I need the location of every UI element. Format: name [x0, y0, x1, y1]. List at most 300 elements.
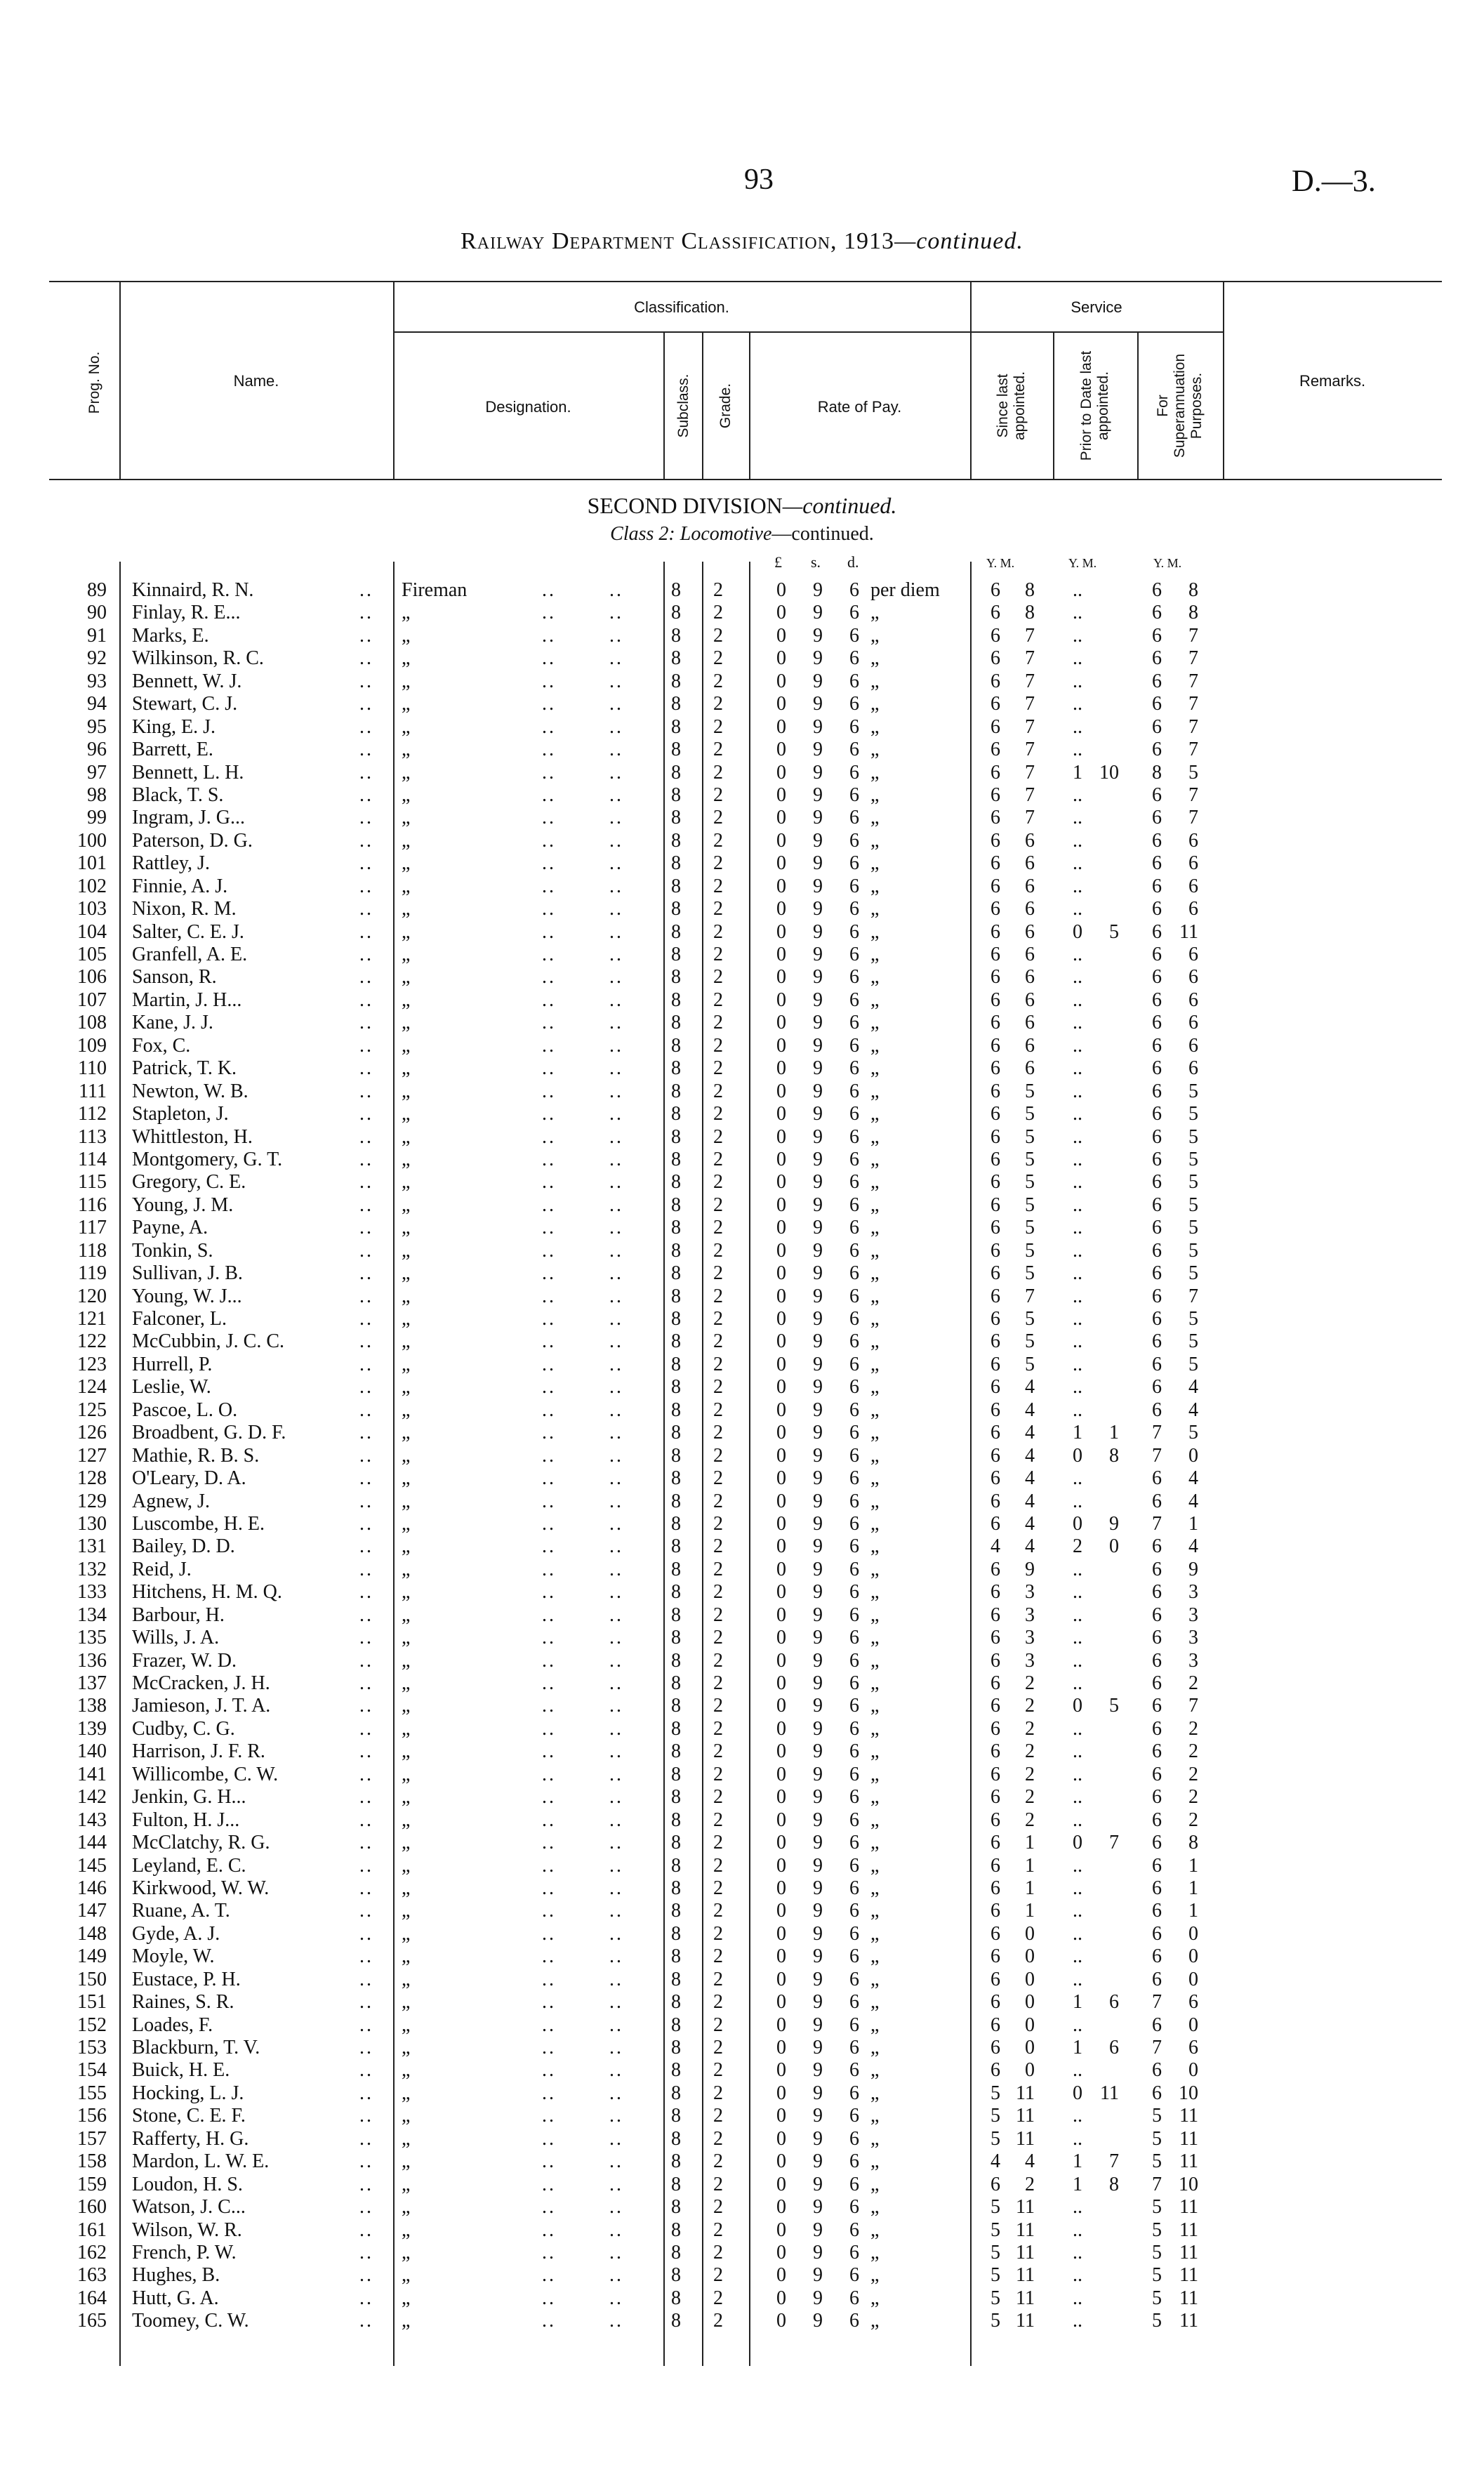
designation: „: [402, 1308, 411, 1330]
leader-dots: ..: [542, 2264, 556, 2287]
since-years: 6: [991, 624, 1000, 647]
prog-number: 141: [77, 1763, 107, 1785]
leader-dots: ..: [359, 1308, 373, 1330]
leader-dots: ..: [609, 1945, 623, 1968]
designation: „: [402, 944, 411, 965]
leader-dots: ..: [609, 1877, 623, 1899]
since-months: 0: [1025, 2037, 1035, 2058]
super-months: 6: [1188, 1057, 1198, 1080]
designation: „: [402, 1399, 411, 1421]
page-number: 93: [744, 164, 774, 196]
prog-number: 148: [77, 1922, 107, 1945]
super-months: 5: [1188, 1262, 1198, 1285]
pay-pence: 6: [849, 1444, 859, 1467]
table-row: [0, 1786, 1484, 1809]
leader-dots: ..: [609, 1148, 623, 1170]
super-months: 4: [1188, 1535, 1198, 1558]
leader-dots: ..: [359, 1786, 373, 1809]
prior-years: 0: [1073, 1444, 1082, 1467]
pay-pounds: 0: [776, 1490, 786, 1512]
super-years: 6: [1152, 1148, 1162, 1170]
since-years: 6: [991, 784, 1000, 806]
pay-pounds: 0: [776, 1991, 786, 2014]
leader-dots: ..: [542, 1627, 556, 1649]
designation: „: [402, 1968, 411, 1990]
pay-period: „: [870, 1786, 880, 1809]
pay-period: „: [870, 1740, 880, 1763]
prior-months: 6: [1109, 2037, 1119, 2058]
pay-shillings: 9: [813, 1968, 823, 1990]
subclass: 8: [671, 624, 681, 647]
grade: 2: [713, 693, 723, 715]
subclass: 8: [671, 2310, 681, 2332]
grade: 2: [713, 852, 723, 875]
pay-shillings: 9: [813, 898, 823, 920]
subclass: 8: [671, 647, 681, 670]
leader-dots: ..: [609, 1786, 623, 1809]
leader-dots: ..: [542, 1125, 556, 1148]
pay-pence: 6: [849, 647, 859, 670]
since-months: 7: [1025, 647, 1035, 670]
pay-pounds: 0: [776, 1399, 786, 1421]
pay-pounds: 0: [776, 1012, 786, 1034]
leader-dots: ..: [609, 1832, 623, 1854]
leader-dots: ..: [542, 1239, 556, 1262]
super-months: 3: [1188, 1627, 1198, 1649]
pay-period: „: [870, 2287, 880, 2309]
staff-name: Hughes, B.: [132, 2264, 220, 2287]
grade: 2: [713, 2219, 723, 2241]
prog-number: 95: [87, 715, 107, 738]
prior-years: ..: [1073, 1125, 1082, 1148]
pay-shillings: 9: [813, 579, 823, 601]
subclass: 8: [671, 1877, 681, 1899]
staff-name: Tonkin, S.: [132, 1239, 213, 1262]
prog-number: 111: [79, 1080, 107, 1102]
pay-period: „: [870, 2150, 880, 2173]
pay-shillings: 9: [813, 1080, 823, 1102]
prog-number: 146: [77, 1877, 107, 1899]
super-months: 7: [1188, 1695, 1198, 1717]
prior-months: 1: [1109, 1422, 1119, 1444]
leader-dots: ..: [359, 2127, 373, 2150]
table-row: [0, 1285, 1484, 1308]
prog-number: 89: [87, 579, 107, 601]
prior-years: ..: [1073, 2241, 1082, 2263]
prior-years: ..: [1073, 1467, 1082, 1490]
grade: 2: [713, 1353, 723, 1375]
leader-dots: ..: [359, 1217, 373, 1239]
since-years: 6: [991, 1217, 1000, 1239]
pay-period: „: [870, 1262, 880, 1285]
prior-years: ..: [1073, 875, 1082, 897]
pay-shillings: 9: [813, 1832, 823, 1854]
leader-dots: ..: [609, 2037, 623, 2058]
leader-dots: ..: [542, 1194, 556, 1216]
super-months: 7: [1188, 739, 1198, 761]
pay-shillings: 9: [813, 1467, 823, 1490]
prior-months: 9: [1109, 1512, 1119, 1535]
pay-pence: 6: [849, 1057, 859, 1080]
subclass: 8: [671, 715, 681, 738]
leader-dots: ..: [542, 2014, 556, 2036]
grade: 2: [713, 1376, 723, 1399]
leader-dots: ..: [359, 944, 373, 965]
designation: „: [402, 2241, 411, 2263]
subclass: 8: [671, 1740, 681, 1763]
pay-pence: 6: [849, 1786, 859, 1809]
staff-name: Hutt, G. A.: [132, 2287, 219, 2309]
staff-name: King, E. J.: [132, 715, 216, 738]
super-years: 6: [1152, 1581, 1162, 1604]
super-months: 10: [1179, 2082, 1198, 2104]
leader-dots: ..: [609, 920, 623, 943]
super-years: 6: [1152, 1125, 1162, 1148]
pay-period: „: [870, 1672, 880, 1694]
subclass: 8: [671, 1627, 681, 1649]
pay-pence: 6: [849, 2082, 859, 2104]
pay-period: „: [870, 1535, 880, 1558]
leader-dots: ..: [609, 2014, 623, 2036]
leader-dots: ..: [609, 1558, 623, 1580]
super-years: 6: [1152, 1490, 1162, 1512]
super-years: 6: [1152, 1308, 1162, 1330]
since-months: 5: [1025, 1217, 1035, 1239]
prior-years: 1: [1073, 2173, 1082, 2195]
leader-dots: ..: [609, 1512, 623, 1535]
super-years: 6: [1152, 739, 1162, 761]
subclass: 8: [671, 989, 681, 1011]
pay-period: „: [870, 739, 880, 761]
prior-years: ..: [1073, 1239, 1082, 1262]
header-designation: Designation.: [485, 398, 571, 416]
pay-pence: 6: [849, 2059, 859, 2082]
leader-dots: ..: [609, 852, 623, 875]
super-months: 7: [1188, 1285, 1198, 1307]
leader-dots: ..: [542, 1512, 556, 1535]
super-years: 6: [1152, 1809, 1162, 1831]
since-months: 5: [1025, 1080, 1035, 1102]
super-months: 4: [1188, 1399, 1198, 1421]
pay-pounds: 0: [776, 2150, 786, 2173]
prior-years: ..: [1073, 1922, 1082, 1945]
leader-dots: ..: [609, 1763, 623, 1785]
pay-shillings: 9: [813, 2014, 823, 2036]
prog-number: 152: [77, 2014, 107, 2036]
leader-dots: ..: [542, 715, 556, 738]
pay-pence: 6: [849, 1034, 859, 1057]
leader-dots: ..: [609, 739, 623, 761]
prog-number: 136: [77, 1649, 107, 1672]
super-years: 6: [1152, 1786, 1162, 1809]
leader-dots: ..: [609, 2219, 623, 2241]
super-months: 7: [1188, 784, 1198, 806]
super-years: 6: [1152, 1604, 1162, 1626]
pay-shillings: 9: [813, 602, 823, 624]
pay-pence: 6: [849, 2287, 859, 2309]
subclass: 8: [671, 1968, 681, 1990]
leader-dots: ..: [542, 1535, 556, 1558]
designation: „: [402, 2196, 411, 2219]
prog-number: 159: [77, 2173, 107, 2195]
pay-pounds: 0: [776, 693, 786, 715]
since-months: 11: [1016, 2082, 1035, 2104]
super-months: 6: [1188, 829, 1198, 852]
prior-years: 1: [1073, 761, 1082, 784]
pay-period: „: [870, 1034, 880, 1057]
table-row: [0, 1445, 1484, 1467]
staff-name: Hocking, L. J.: [132, 2082, 244, 2104]
subclass: 8: [671, 1581, 681, 1604]
grade: 2: [713, 1308, 723, 1330]
prior-years: ..: [1073, 807, 1082, 829]
leader-dots: ..: [359, 1330, 373, 1353]
col-divider: [1053, 331, 1054, 479]
super-months: 5: [1188, 1080, 1198, 1102]
super-months: 6: [1188, 944, 1198, 965]
super-months: 10: [1179, 2173, 1198, 2195]
since-months: 9: [1025, 1558, 1035, 1580]
leader-dots: ..: [359, 647, 373, 670]
pay-pence: 6: [849, 920, 859, 943]
pay-pounds: 0: [776, 807, 786, 829]
staff-name: Young, J. M.: [132, 1194, 234, 1216]
since-months: 0: [1025, 1991, 1035, 2014]
pay-pounds: 0: [776, 1809, 786, 1831]
leader-dots: ..: [359, 2014, 373, 2036]
subclass: 8: [671, 2037, 681, 2058]
designation: „: [402, 1695, 411, 1717]
subclass: 8: [671, 739, 681, 761]
grade: 2: [713, 2241, 723, 2263]
since-months: 8: [1025, 579, 1035, 601]
pay-period: „: [870, 1353, 880, 1375]
prog-number: 109: [77, 1034, 107, 1057]
pay-period: „: [870, 1695, 880, 1717]
since-years: 6: [991, 1945, 1000, 1968]
pay-shillings: 9: [813, 2264, 823, 2287]
col-divider: [1137, 331, 1139, 479]
pay-period: „: [870, 1604, 880, 1626]
designation: „: [402, 739, 411, 761]
designation: „: [402, 2037, 411, 2058]
grade: 2: [713, 1171, 723, 1194]
prior-years: ..: [1073, 739, 1082, 761]
prior-years: ..: [1073, 966, 1082, 989]
grade: 2: [713, 2059, 723, 2082]
prog-number: 121: [77, 1308, 107, 1330]
table-row: [0, 1057, 1484, 1080]
pay-shillings: 9: [813, 1512, 823, 1535]
designation: „: [402, 1194, 411, 1216]
leader-dots: ..: [609, 2105, 623, 2127]
header-remarks: Remarks.: [1299, 372, 1366, 390]
super-years: 6: [1152, 1763, 1162, 1785]
subclass: 8: [671, 2082, 681, 2104]
prior-years: ..: [1073, 1057, 1082, 1080]
prog-number: 126: [77, 1422, 107, 1444]
since-months: 11: [1016, 2264, 1035, 2287]
since-years: 5: [991, 2082, 1000, 2104]
pay-shillings: 9: [813, 829, 823, 852]
prior-years: ..: [1073, 1854, 1082, 1877]
leader-dots: ..: [542, 1422, 556, 1444]
leader-dots: ..: [359, 2173, 373, 2195]
prog-number: 143: [77, 1809, 107, 1831]
super-months: 5: [1188, 1422, 1198, 1444]
leader-dots: ..: [359, 2105, 373, 2127]
subclass: 8: [671, 602, 681, 624]
super-years: 5: [1152, 2196, 1162, 2219]
leader-dots: ..: [609, 2310, 623, 2332]
staff-name: Patrick, T. K.: [132, 1057, 237, 1080]
super-years: 6: [1152, 920, 1162, 943]
pay-shillings: 9: [813, 647, 823, 670]
designation: „: [402, 852, 411, 875]
pay-pounds: 0: [776, 1922, 786, 1945]
since-years: 6: [991, 2014, 1000, 2036]
pay-period: „: [870, 1877, 880, 1899]
super-months: 11: [1179, 2127, 1198, 2150]
pay-pence: 6: [849, 1740, 859, 1763]
header-bottom-rule: [49, 479, 1442, 480]
prior-years: 1: [1073, 2037, 1082, 2058]
grade: 2: [713, 1467, 723, 1490]
leader-dots: ..: [542, 852, 556, 875]
pay-shillings: 9: [813, 2287, 823, 2309]
prog-number: 128: [77, 1467, 107, 1490]
leader-dots: ..: [609, 670, 623, 692]
leader-dots: ..: [609, 1057, 623, 1080]
leader-dots: ..: [542, 2241, 556, 2263]
super-years: 6: [1152, 1740, 1162, 1763]
pay-pence: 6: [849, 2173, 859, 2195]
leader-dots: ..: [542, 739, 556, 761]
prior-months: 5: [1109, 1695, 1119, 1717]
staff-name: Ruane, A. T.: [132, 1900, 230, 1922]
since-years: 6: [991, 1695, 1000, 1717]
subclass: 8: [671, 2264, 681, 2287]
super-years: 6: [1152, 1922, 1162, 1945]
pay-pence: 6: [849, 852, 859, 875]
pay-pence: 6: [849, 944, 859, 965]
prior-years: ..: [1073, 1217, 1082, 1239]
grade: 2: [713, 1422, 723, 1444]
leader-dots: ..: [359, 989, 373, 1011]
staff-name: Mardon, L. W. E.: [132, 2150, 270, 2173]
table-row: [0, 625, 1484, 647]
table-row: [0, 1422, 1484, 1444]
pay-shillings: 9: [813, 1376, 823, 1399]
super-months: 3: [1188, 1581, 1198, 1604]
subclass: 8: [671, 875, 681, 897]
grade: 2: [713, 1604, 723, 1626]
prior-years: ..: [1073, 944, 1082, 965]
since-months: 4: [1025, 1399, 1035, 1421]
prior-years: ..: [1073, 1786, 1082, 1809]
since-years: 6: [991, 647, 1000, 670]
prior-years: ..: [1073, 1103, 1082, 1125]
leader-dots: ..: [609, 1103, 623, 1125]
designation: „: [402, 1558, 411, 1580]
table-row: [0, 1240, 1484, 1262]
since-months: 11: [1016, 2219, 1035, 2241]
super-months: 7: [1188, 715, 1198, 738]
grade: 2: [713, 1512, 723, 1535]
table-row: [0, 1012, 1484, 1034]
prog-number: 145: [77, 1854, 107, 1877]
super-months: 7: [1188, 693, 1198, 715]
staff-name: Luscombe, H. E.: [132, 1512, 265, 1535]
grade: 2: [713, 624, 723, 647]
pay-period: „: [870, 1854, 880, 1877]
pay-pence: 6: [849, 1422, 859, 1444]
subclass: 8: [671, 1945, 681, 1968]
pay-pounds: 0: [776, 1148, 786, 1170]
pay-pounds: 0: [776, 989, 786, 1011]
prior-years: ..: [1073, 579, 1082, 601]
pay-pounds: 0: [776, 739, 786, 761]
staff-name: Raines, S. R.: [132, 1991, 234, 2014]
leader-dots: ..: [609, 1649, 623, 1672]
since-months: 3: [1025, 1581, 1035, 1604]
pay-pounds: 0: [776, 579, 786, 601]
table-row: [0, 1945, 1484, 1968]
super-years: 6: [1152, 875, 1162, 897]
prog-number: 134: [77, 1604, 107, 1626]
class-suffix: —continued.: [771, 523, 874, 545]
pay-period: „: [870, 989, 880, 1011]
subclass: 8: [671, 1535, 681, 1558]
since-months: 4: [1025, 1535, 1035, 1558]
pay-pence: 6: [849, 1945, 859, 1968]
subclass: 8: [671, 2196, 681, 2219]
staff-name: Jamieson, J. T. A.: [132, 1695, 271, 1717]
staff-name: Broadbent, G. D. F.: [132, 1422, 286, 1444]
pay-pounds: 0: [776, 1581, 786, 1604]
leader-dots: ..: [359, 693, 373, 715]
since-months: 11: [1016, 2196, 1035, 2219]
since-months: 0: [1025, 2014, 1035, 2036]
leader-dots: ..: [359, 1444, 373, 1467]
pay-pence: 6: [849, 2014, 859, 2036]
since-years: 6: [991, 875, 1000, 897]
table-row: [0, 670, 1484, 693]
table-row: [0, 1330, 1484, 1353]
pay-shillings: 9: [813, 761, 823, 784]
subclass: 8: [671, 1422, 681, 1444]
designation: Fireman: [402, 579, 468, 601]
super-months: 3: [1188, 1649, 1198, 1672]
pay-pounds: 0: [776, 1627, 786, 1649]
leader-dots: ..: [542, 944, 556, 965]
leader-dots: ..: [609, 1422, 623, 1444]
designation: „: [402, 1854, 411, 1877]
pay-pounds: 0: [776, 624, 786, 647]
designation: „: [402, 1080, 411, 1102]
designation: „: [402, 1809, 411, 1831]
super-months: 7: [1188, 807, 1198, 829]
pay-shillings: 9: [813, 2150, 823, 2173]
designation: „: [402, 2082, 411, 2104]
pay-shillings: 9: [813, 1649, 823, 1672]
subclass: 8: [671, 670, 681, 692]
super-months: 11: [1179, 2105, 1198, 2127]
pay-shillings: 9: [813, 989, 823, 1011]
grade: 2: [713, 2127, 723, 2150]
super-months: 0: [1188, 1922, 1198, 1945]
prior-years: 2: [1073, 1535, 1082, 1558]
